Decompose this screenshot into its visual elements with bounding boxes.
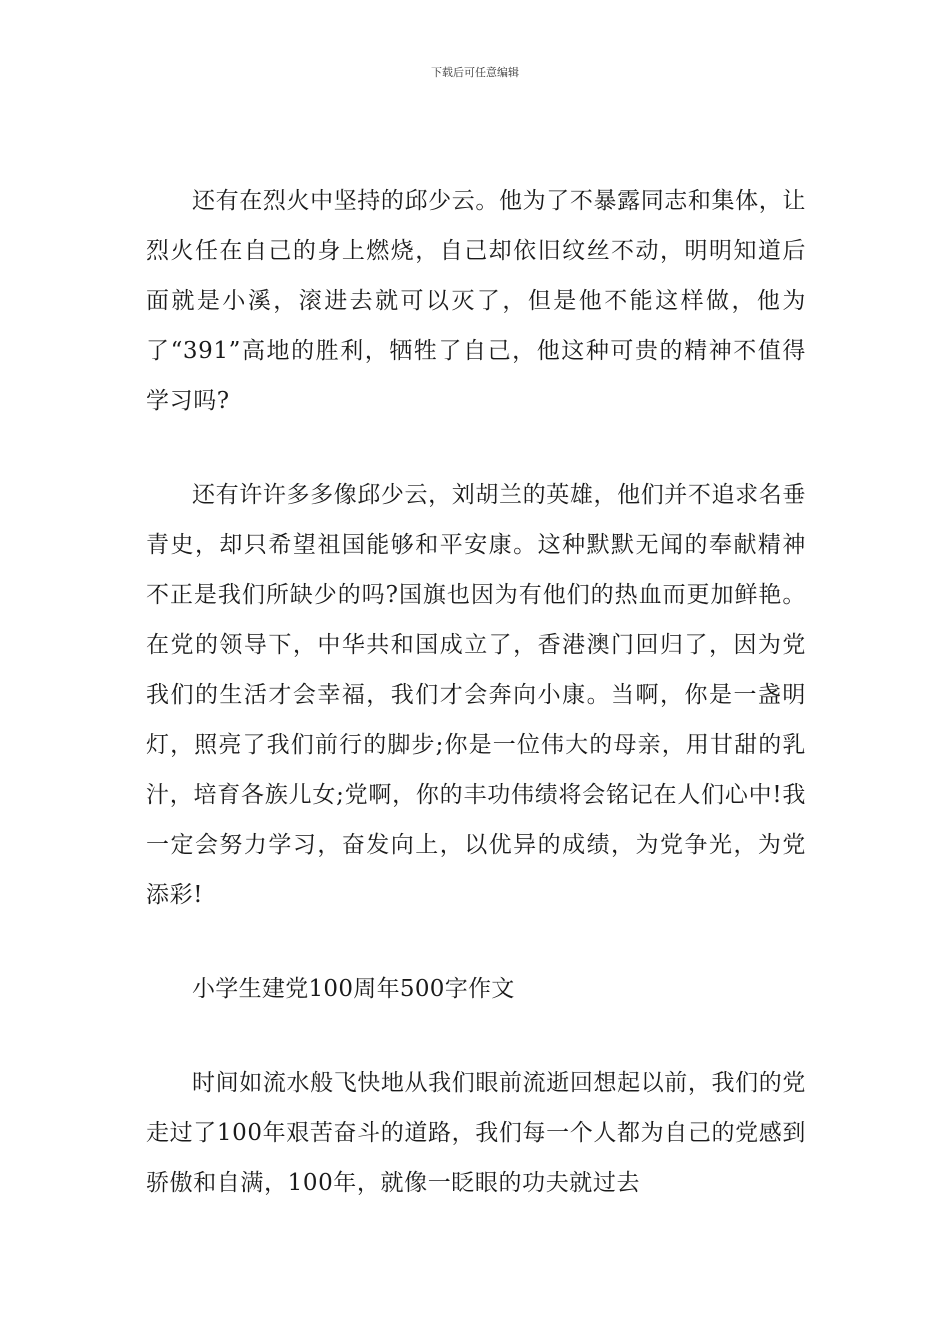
section-heading: 小学生建党100周年500字作文 xyxy=(192,976,515,1002)
paragraph-time-flows: 时间如流水般飞快地从我们眼前流逝回想起以前，我们的党走过了100年艰苦奋斗的道路，我们每一个人都为自己的党感到骄傲和自满，100年，就像一眨眼的功夫就过去 xyxy=(146,1070,806,1196)
paragraph-heroes: 还有许许多多像邱少云，刘胡兰的英雄，他们并不追求名垂青史，却只希望祖国能够和平安康。这种默默无闻的奉献精神不正是我们所缺少的吗?国旗也因为有他们的热血而更加鲜艳。在党的领导下，中华共和国成立了，香港澳门回归了，因为党我们的生活才会幸福，我们才会奔向小康。当啊，你是一盏明灯，照亮了我们前行的脚步;你是一位伟大的母亲，用甘甜的乳汁，培育各族儿女;党啊，你的丰功伟绩将会铭记在人们心中!我一定会努力学习，奋发向上，以优异的成绩，为党争光，为党添彩! xyxy=(146,482,806,908)
document-body xyxy=(146,176,806,1208)
page-header-note: 下载后可任意编辑 xyxy=(431,66,519,79)
paragraph-qiu-shaoyun: 还有在烈火中坚持的邱少云。他为了不暴露同志和集体，让烈火任在自己的身上燃烧，自己却依旧纹丝不动，明明知道后面就是小溪，滚进去就可以灭了，但是他不能这样做，他为了“391”高地的胜利，牺牲了自己，他这种可贵的精神不值得学习吗? xyxy=(146,188,806,414)
